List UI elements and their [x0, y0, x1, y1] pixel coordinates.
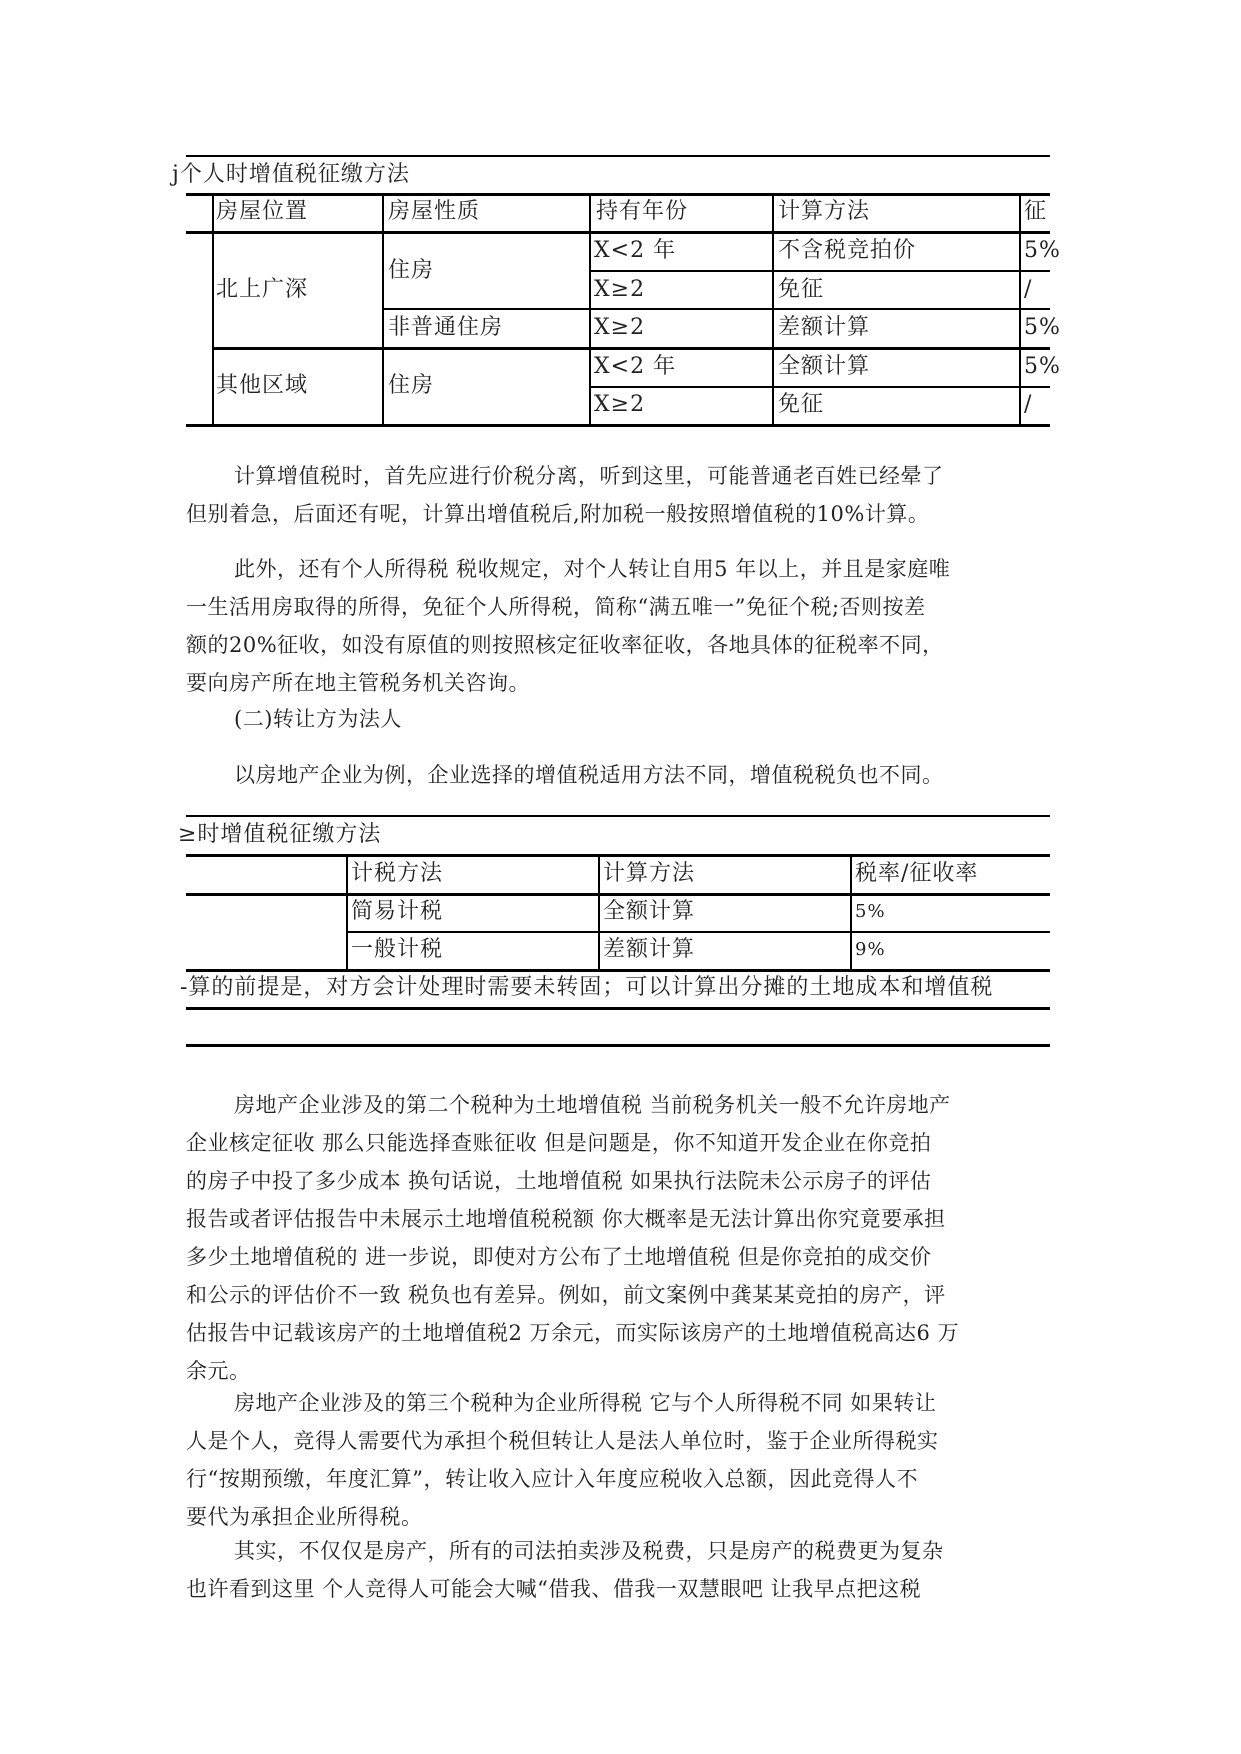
table1-rate-cell: /	[1024, 277, 1033, 302]
text-line: 以房地产企业为例，企业选择的增值税适用方法不同，增值税税负也不同。	[234, 763, 944, 787]
paragraph-conclusion	[186, 1532, 1086, 1608]
table1-type-cell: 非普通住房	[388, 315, 504, 340]
document-page	[172, 0, 1061, 1754]
table1-row-rule	[589, 270, 1050, 272]
text-line: 一生活用房取得的所得，免征个人所得税，简称“满五唯一”免征个税;否则按差	[186, 595, 926, 619]
table1-group-rule	[212, 347, 1050, 350]
table1-method-cell: 全额计算	[778, 354, 871, 379]
table2-tax-method-cell: 简易计税	[351, 899, 444, 924]
table1-type-cell: 住房	[388, 373, 435, 398]
table1-years-cell: X<2 年	[594, 238, 677, 263]
table2-top-rule	[186, 815, 1050, 817]
table2-header-top-rule	[186, 854, 1050, 857]
section-heading	[186, 700, 1086, 738]
table1-years-cell: X≥2	[594, 315, 646, 340]
table1-caption: j个人时增值税征缴方法	[172, 162, 410, 187]
text-line: 多少土地增值税的 进一步说，即使对方公布了土地增值税 但是你竞拍的成交价	[186, 1245, 932, 1269]
table2-tax-method-cell: 一般计税	[351, 937, 444, 962]
text-line: 也许看到这里 个人竞得人可能会大喊“借我、借我一双慧眼吧 让我早点把这税	[186, 1577, 922, 1601]
text-line: 其实，不仅仅是房产，所有的司法拍卖涉及税费，只是房产的税费更为复杂	[234, 1539, 944, 1563]
paragraph-enterprise-income-tax	[186, 1384, 1086, 1536]
table2-header-calc-method: 计算方法	[603, 861, 696, 886]
text-line: (二)转让方为法人	[234, 707, 402, 731]
text-line: 估报告中记载该房产的土地增值税2 万余元，而实际该房产的土地增值税高达6 万	[186, 1321, 960, 1345]
paragraph-land-vat	[186, 1086, 1086, 1390]
table2-header-bottom-rule	[186, 893, 1050, 896]
table1-years-cell: X≥2	[594, 392, 646, 417]
table1-rate-cell: 5%	[1024, 238, 1061, 263]
table2-col-divider	[598, 855, 600, 969]
table1-header-bottom-rule	[186, 231, 1050, 234]
table1-location-cell: 北上广深	[216, 277, 309, 302]
table2-row-rule	[346, 931, 1050, 933]
table1-method-cell: 不含税竞拍价	[778, 238, 917, 263]
table1-header-top-rule	[186, 193, 1050, 196]
table1-header-location: 房屋位置	[216, 199, 309, 224]
table2-col-divider	[346, 855, 348, 969]
table2-header-rate: 税率/征收率	[855, 861, 979, 886]
table2-rate-cell: 9%	[855, 939, 886, 960]
text-line: 行“按期预缴，年度汇算”，转让收入应计入年度应税收入总额，因此竞得人不	[186, 1467, 918, 1491]
table1-bottom-rule	[186, 424, 1050, 427]
table1-rate-cell: /	[1024, 392, 1033, 417]
table2-col-divider	[850, 855, 852, 969]
table2-rate-cell: 5%	[855, 901, 886, 922]
table1-type-cell: 住房	[388, 258, 435, 283]
table1-rate-cell: 5%	[1024, 354, 1061, 379]
paragraph-income-tax	[186, 550, 1086, 702]
table1-method-cell: 免征	[778, 392, 825, 417]
table1-col-divider	[212, 194, 214, 424]
table1-years-cell: X<2 年	[594, 354, 677, 379]
table1-method-cell: 差额计算	[778, 315, 871, 340]
table1-row-rule	[589, 386, 1050, 388]
table2-caption: ≥时增值税征缴方法	[178, 822, 382, 847]
text-line: 房地产企业涉及的第二个税种为土地增值税 当前税务机关一般不允许房地产	[234, 1093, 951, 1117]
table1-location-cell: 其他区域	[216, 373, 309, 398]
table1-header-rate: 征	[1024, 199, 1048, 224]
table1-years-cell: X≥2	[594, 277, 646, 302]
table1-header-years: 持有年份	[596, 199, 689, 224]
text-line: 报告或者评估报告中未展示土地增值税税额 你大概率是无法计算出你究竟要承担	[186, 1207, 946, 1231]
text-line: 计算增值税时，首先应进行价税分离，听到这里，可能普通老百姓已经晕了	[234, 464, 944, 488]
table2-end-rule	[186, 1044, 1050, 1047]
table1-header-method: 计算方法	[778, 199, 871, 224]
table2-note: -算的前提是，对方会计处理时需要未转固；可以计算出分摊的土地成本和增值税	[180, 975, 994, 1000]
text-line: 要向房产所在地主管税务机关咨询。	[186, 671, 530, 695]
paragraph-enterprise-example	[186, 756, 1086, 794]
table1-top-rule	[186, 155, 1050, 157]
table1-header-type: 房屋性质	[388, 199, 481, 224]
table2-header-tax-method: 计税方法	[351, 861, 444, 886]
paragraph-vat-calc	[186, 457, 1086, 533]
text-line: 但别着急，后面还有呢，计算出增值税后,附加税一般按照增值税的10%计算。	[186, 502, 930, 526]
text-line: 余元。	[186, 1359, 251, 1383]
table2-calc-method-cell: 差额计算	[603, 937, 696, 962]
text-line: 房地产企业涉及的第三个税种为企业所得税 它与个人所得税不同 如果转让	[234, 1391, 937, 1415]
table1-rate-cell: 5%	[1024, 315, 1061, 340]
table2-calc-method-cell: 全额计算	[603, 899, 696, 924]
text-line: 和公示的评估价不一致 税负也有差异。例如，前文案例中龚某某竞拍的房产，评	[186, 1283, 946, 1307]
text-line: 的房子中投了多少成本 换句话说，土地增值税 如果执行法院未公示房子的评估	[186, 1169, 932, 1193]
table2-note-rule	[186, 1007, 1050, 1010]
text-line: 人是个人，竞得人需要代为承担个税但转让人是法人单位时，鉴于企业所得税实	[186, 1429, 939, 1453]
text-line: 额的20%征收，如没有原值的则按照核定征收率征收，各地具体的征税率不同，	[186, 633, 944, 657]
table1-method-cell: 免征	[778, 277, 825, 302]
table2-bottom-rule	[186, 969, 1050, 972]
text-line: 此外，还有个人所得税 税收规定，对个人转让自用5 年以上，并且是家庭唯	[234, 557, 951, 581]
text-line: 要代为承担企业所得税。	[186, 1505, 423, 1529]
table1-row-rule	[382, 308, 1050, 310]
text-line: 企业核定征收 那么只能选择查账征收 但是问题是，你不知道开发企业在你竞拍	[186, 1131, 932, 1155]
